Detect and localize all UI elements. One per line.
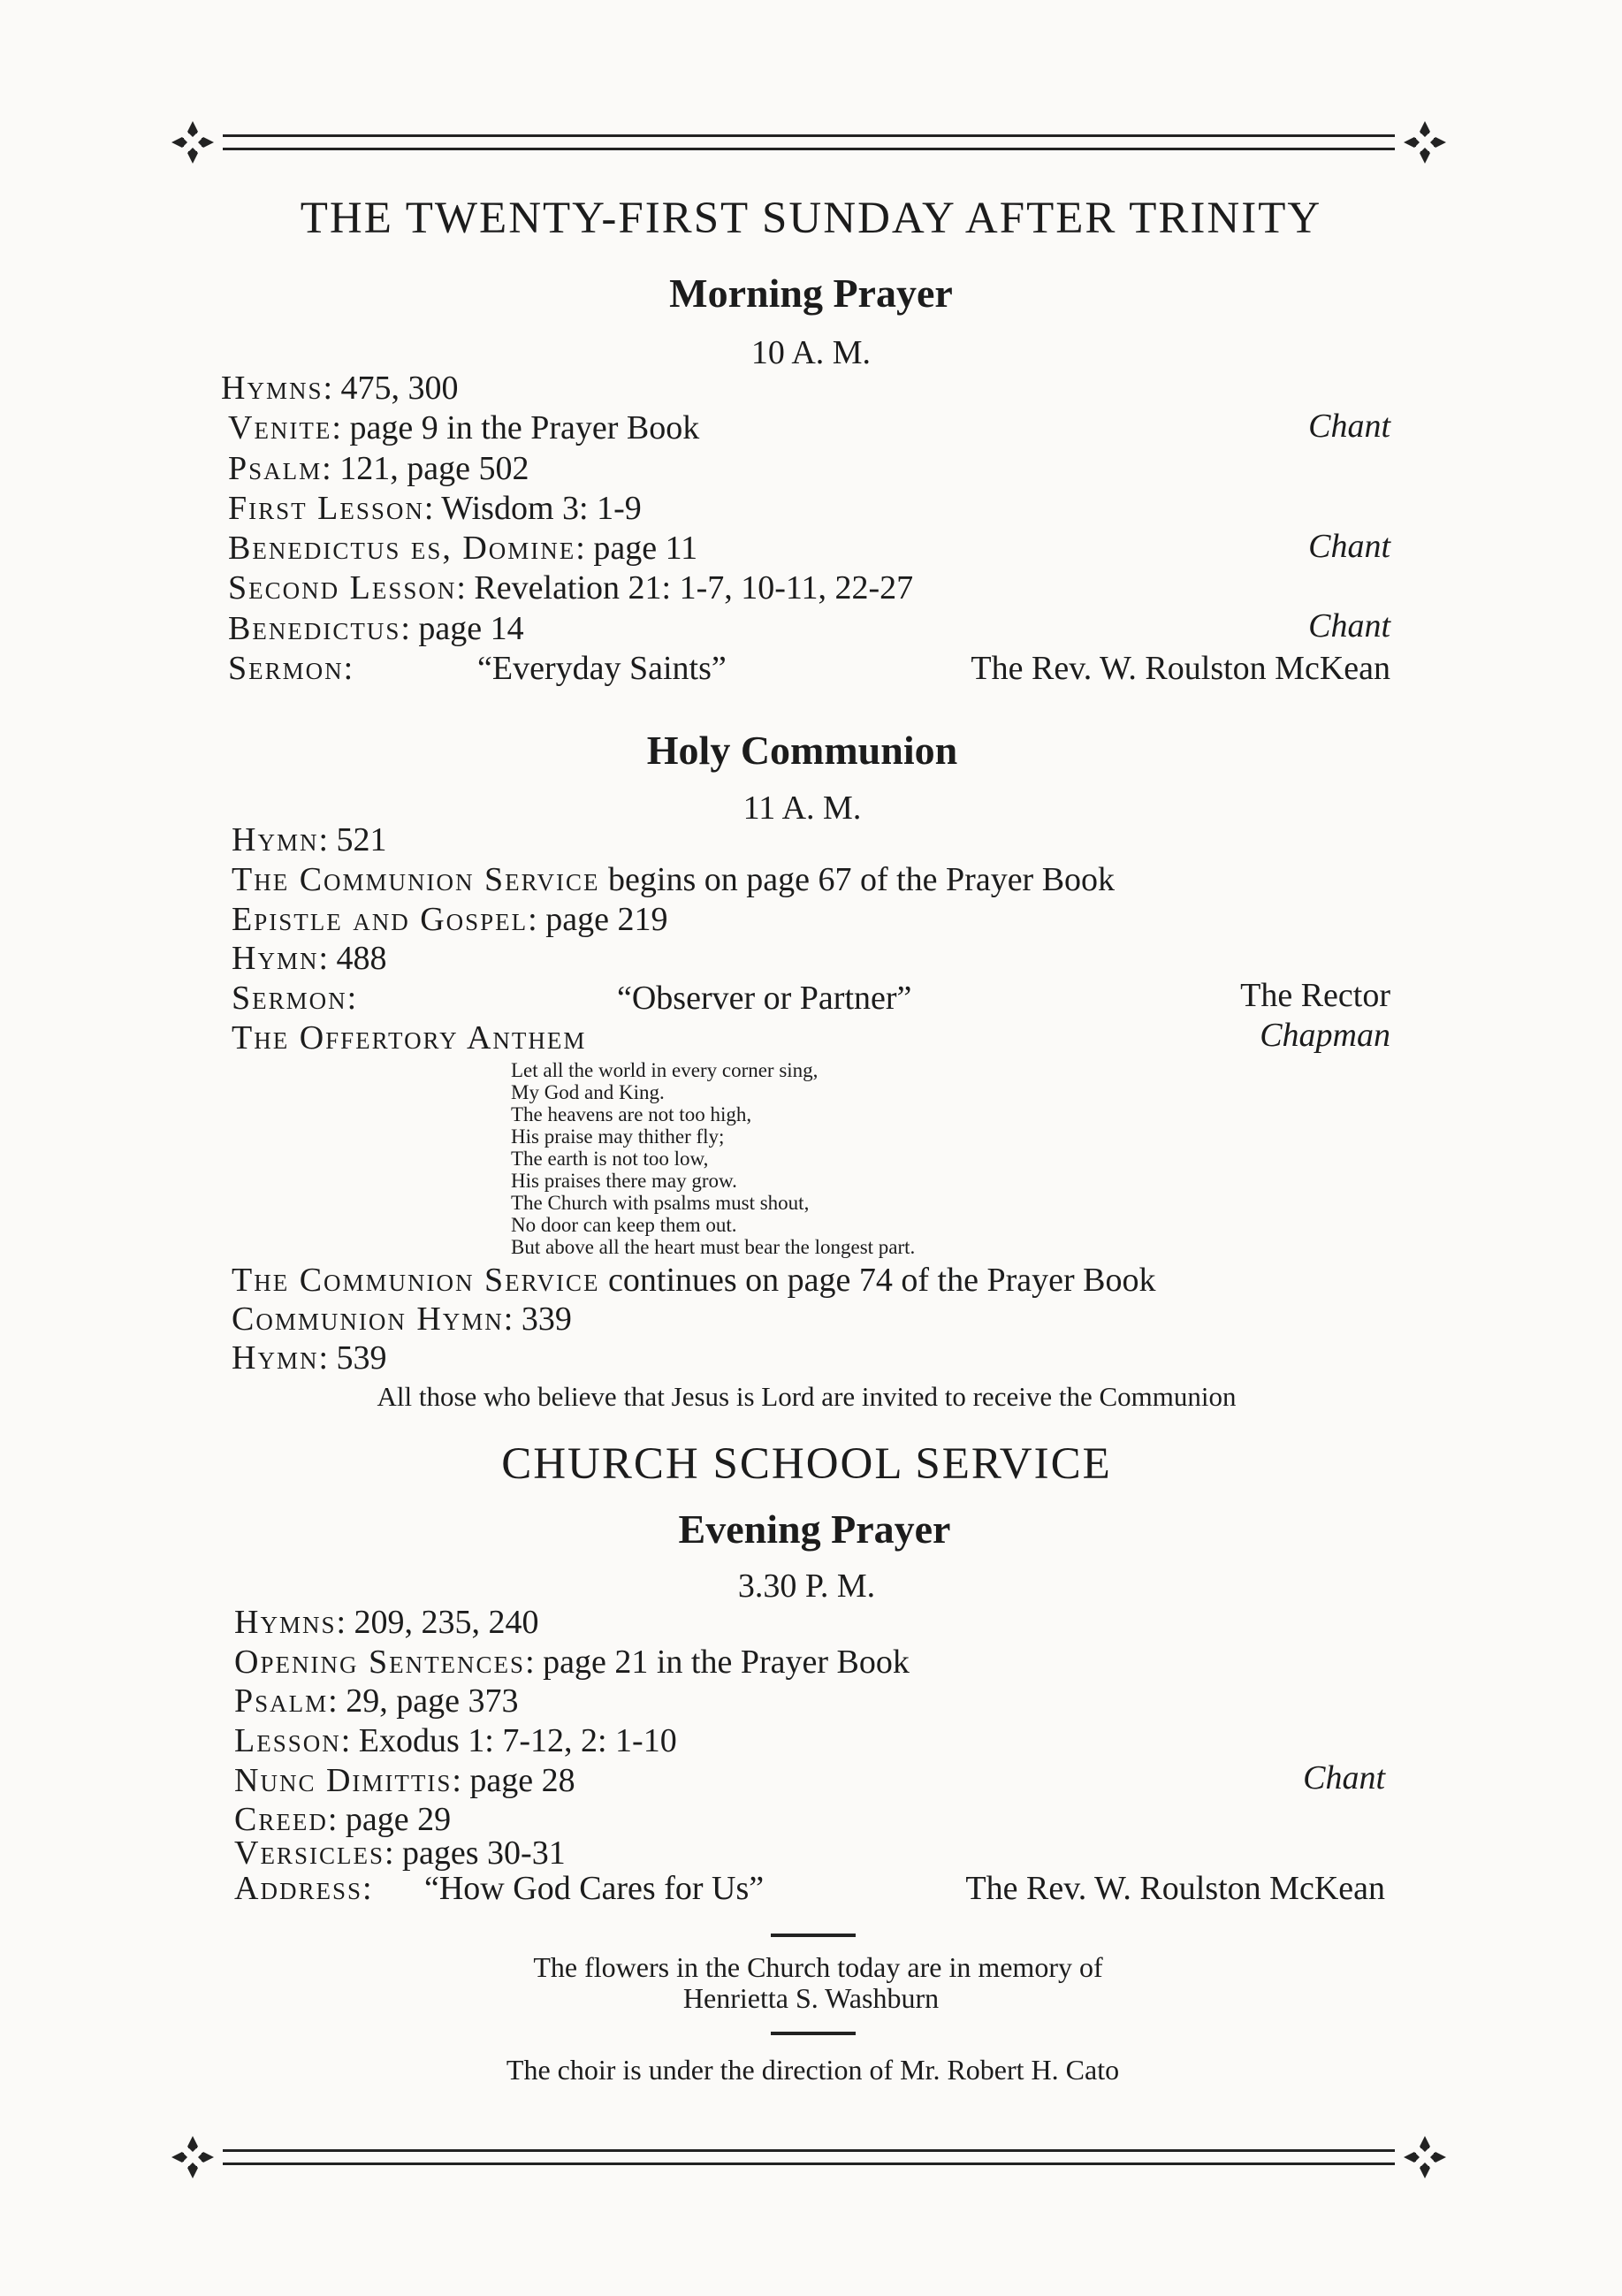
cross-pattee-icon [1400,2132,1450,2182]
item-label: Opening Sentences [234,1644,526,1681]
anthem-line: No door can keep them out. [511,1214,737,1236]
evening-prayer-time: 3.30 P. M. [737,1568,876,1605]
benedictus-es-chant: Chant [1308,528,1390,565]
item-text: : page 14 [400,610,524,647]
school-address-preacher: The Rev. W. Roulston McKean [965,1870,1385,1907]
page-title: THE TWENTY-FIRST SUNDAY AFTER TRINITY [300,194,1322,243]
flowers-note-line-1: The flowers in the Church today are in memory of [533,1951,1103,1983]
anthem-line: His praises there may grow. [511,1170,737,1192]
morning-sermon-preacher: The Rev. W. Roulston McKean [971,650,1390,687]
item-label: Versicles [234,1835,385,1872]
choir-note: The choir is under the direction of Mr. Robert H. Cato [506,2054,1120,2086]
school-item-nunc-dimittis [234,1761,575,1800]
holy-communion-time: 11 A. M. [742,789,862,827]
church-school-title: CHURCH SCHOOL SERVICE [501,1439,1112,1489]
anthem-composer: Chapman [1260,1017,1390,1054]
venite-chant: Chant [1308,408,1390,445]
item-text: : page 11 [575,530,698,567]
double-rule-line [223,134,1395,150]
morning-prayer-heading: Morning Prayer [669,271,953,316]
item-label: Hymns [221,370,324,407]
anthem-text [511,1059,915,1258]
communion-service-continues [232,1261,1155,1300]
item-label: The Offertory Anthem [232,1019,587,1056]
item-text: : page 21 in the Prayer Book [525,1644,910,1681]
morning-item-benedictus-es [228,529,697,568]
morning-sermon-label [228,649,353,688]
separator-dash [771,2032,856,2035]
item-text: : 121, page 502 [322,450,529,487]
cross-pattee-icon [168,2132,217,2182]
item-label: Psalm [228,450,323,487]
item-label: Hymn [232,940,319,977]
item-text: : 539 [318,1339,387,1377]
morning-item-benedictus [228,609,524,648]
item-text: : 29, page 373 [328,1682,519,1720]
communion-sermon-preacher: The Rector [1240,977,1390,1014]
item-text: : 521 [318,821,387,858]
item-label: Psalm [234,1682,329,1720]
item-text: continues on page 74 of the Prayer Book [599,1262,1156,1299]
item-text: : 488 [318,940,387,977]
item-label: Lesson [234,1722,341,1759]
school-address-label [234,1869,372,1908]
morning-sermon-title: “Everyday Saints” [477,650,727,687]
item-text: : Wisdom 3: 1-9 [423,490,642,527]
school-item-hymns [234,1603,539,1642]
anthem-line: My God and King. [511,1081,665,1103]
item-text: : pages 30-31 [384,1835,566,1872]
school-item-versicles [234,1834,566,1873]
anthem-line: The earth is not too low, [511,1148,709,1170]
school-item-opening-sentences [234,1643,910,1682]
school-item-lesson [234,1721,677,1760]
item-label: Benedictus [228,610,401,647]
item-label: Hymn [232,821,319,858]
morning-item-venite [228,408,699,447]
item-label: Sermon [232,980,347,1017]
item-text: begins on page 67 of the Prayer Book [599,861,1116,898]
item-label: The Communion Service [232,1262,600,1299]
item-text: : page 9 in the Prayer Book [331,409,700,446]
communion-hymn-2 [232,939,387,978]
item-text: : page 28 [452,1762,575,1799]
item-label: Second Lesson [228,569,457,606]
school-address-title: “How God Cares for Us” [424,1870,765,1907]
communion-hymn-3 [232,1339,387,1377]
item-label: Creed [234,1801,328,1838]
item-text: : page 29 [327,1801,452,1838]
evening-prayer-heading: Evening Prayer [678,1507,951,1552]
item-label: The Communion Service [232,861,600,898]
item-text: : 475, 300 [323,370,459,407]
item-text: : Exodus 1: 7-12, 2: 1-10 [340,1722,677,1759]
morning-item-hymns [221,369,459,408]
school-item-psalm [234,1682,518,1720]
item-colon: : [346,980,357,1017]
anthem-line: The Church with psalms must shout, [511,1192,810,1214]
item-text: : 339 [503,1301,572,1338]
communion-sermon-title: “Observer or Partner” [617,980,912,1017]
offertory-anthem-label [232,1018,586,1057]
item-label: Epistle and Gospel [232,901,529,938]
anthem-line: The heavens are not too high, [511,1103,752,1125]
item-label: First Lesson [228,490,424,527]
morning-item-second-lesson [228,568,913,607]
communion-sermon-label [232,979,356,1018]
cross-pattee-icon [168,118,217,167]
double-rule-line [223,2149,1395,2165]
communion-epistle-gospel [232,900,667,939]
item-label: Hymn [232,1339,319,1377]
communion-service-begins [232,860,1115,899]
cross-pattee-icon [1400,118,1450,167]
morning-item-psalm [228,449,529,488]
item-text: : page 219 [528,901,668,938]
item-text: : Revelation 21: 1-7, 10-11, 22-27 [456,569,914,606]
item-label: Nunc Dimittis [234,1762,453,1799]
nunc-dimittis-chant: Chant [1303,1759,1385,1796]
separator-dash [771,1934,856,1937]
communion-hymn-1 [232,820,387,859]
item-text: : 209, 235, 240 [336,1604,539,1641]
item-label: Sermon [228,650,344,687]
communion-invitation: All those who believe that Jesus is Lord are invited to receive the Communion [377,1381,1237,1412]
item-label: Hymns [234,1604,337,1641]
item-colon: : [362,1870,372,1907]
anthem-line: But above all the heart must bear the longest part. [511,1236,916,1258]
morning-item-first-lesson [228,489,642,528]
top-ornamental-rule [168,118,1450,167]
morning-prayer-time: 10 A. M. [750,334,872,371]
item-label: Address [234,1870,362,1907]
benedictus-chant: Chant [1308,607,1390,645]
anthem-line: His praise may thither fly; [511,1125,725,1148]
holy-communion-heading: Holy Communion [646,728,958,773]
item-label: Communion Hymn [232,1301,504,1338]
communion-hymn [232,1300,572,1339]
anthem-line: Let all the world in every corner sing, [511,1059,819,1081]
item-label: Venite [228,409,332,446]
flowers-note-line-2: Henrietta S. Washburn [682,1982,940,2014]
bottom-ornamental-rule [168,2132,1450,2182]
item-label: Benedictus es, Domine [228,530,576,567]
item-colon: : [343,650,354,687]
